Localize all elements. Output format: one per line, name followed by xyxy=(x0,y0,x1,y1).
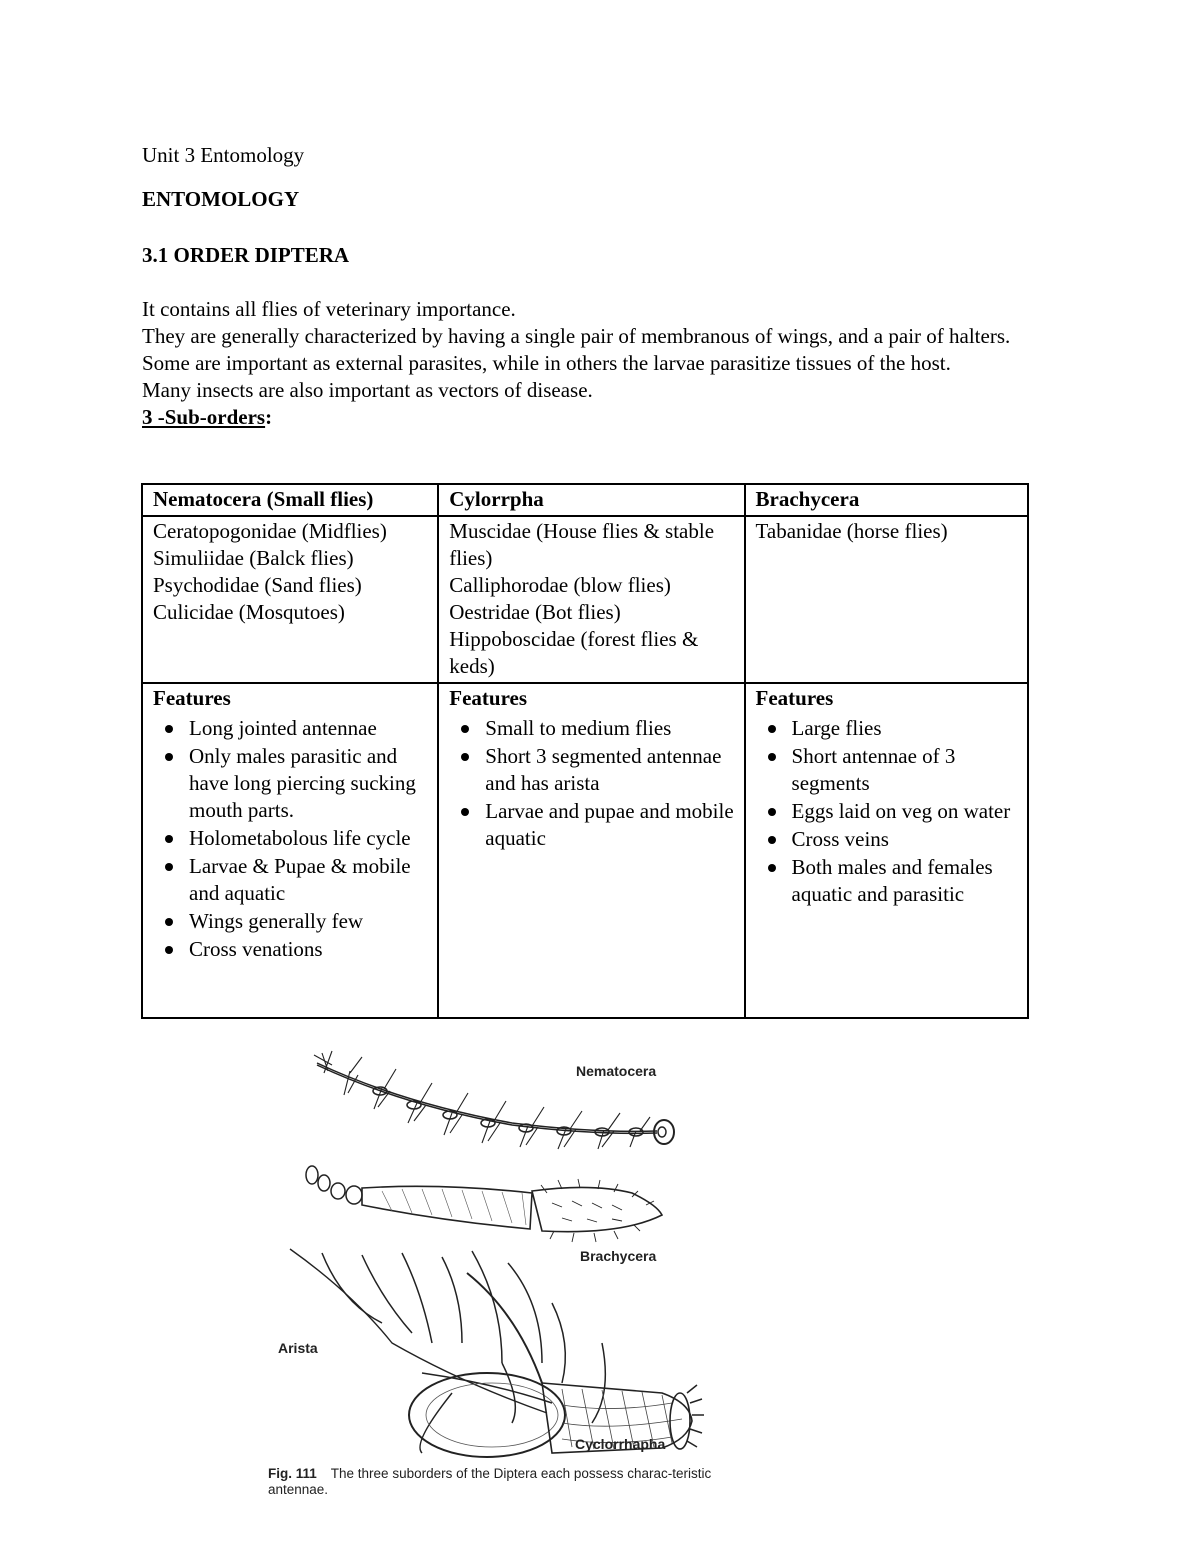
table-header-row xyxy=(142,484,1028,516)
family-item: Tabanidae (horse flies) xyxy=(755,519,948,543)
list-item: Large flies xyxy=(792,715,1019,742)
features-cell-cylorrpha xyxy=(438,683,744,1018)
families-cell-brachycera xyxy=(745,516,1028,683)
paragraph: It contains all flies of veterinary importance. xyxy=(142,297,516,321)
paragraph: Many insects are also important as vectors of disease. xyxy=(142,378,593,402)
features-list xyxy=(153,715,429,963)
features-cell-brachycera xyxy=(745,683,1028,1018)
families-row xyxy=(142,516,1028,683)
list-item: Both males and females aquatic and parasitic xyxy=(792,854,1019,908)
features-list xyxy=(449,715,735,852)
brachycera-antenna-drawing xyxy=(306,1166,662,1242)
cyclorrhapha-antenna-drawing xyxy=(290,1249,704,1457)
families-cell-cylorrpha xyxy=(438,516,744,683)
features-list xyxy=(756,715,1019,908)
label-brachycera: Brachycera xyxy=(580,1248,657,1264)
suborders-label xyxy=(142,404,1072,431)
list-item: Cross veins xyxy=(792,826,1019,853)
family-item: Oestridae (Bot flies) xyxy=(449,600,621,624)
label-cyclorrhapha: Cyclorrhapha xyxy=(575,1436,666,1452)
family-item: Hippoboscidae (forest flies & keds) xyxy=(449,627,699,678)
suborders-label-text: 3 -Sub-orders xyxy=(142,405,266,429)
label-nematocera: Nematocera xyxy=(576,1063,657,1079)
list-item: Wings generally few xyxy=(189,908,429,935)
list-item: Only males parasitic and have long piercing sucking mouth parts. xyxy=(189,743,429,824)
section-heading: 3.1 ORDER DIPTERA xyxy=(142,243,350,267)
families-cell-nematocera xyxy=(142,516,438,683)
family-item: Ceratopogonidae (Midflies) xyxy=(153,519,387,543)
features-cell-nematocera xyxy=(142,683,438,1018)
label-arista: Arista xyxy=(278,1340,318,1356)
features-title: Features xyxy=(153,686,231,710)
table-header-cell: Nematocera (Small flies) xyxy=(142,484,438,516)
figure-caption-text: The three suborders of the Diptera each possess charac-teristic antennae. xyxy=(268,1466,712,1497)
family-item: Psychodidae (Sand flies) xyxy=(153,573,362,597)
family-item: Simuliidae (Balck flies) xyxy=(153,546,354,570)
family-item: Calliphorodae (blow flies) xyxy=(449,573,671,597)
list-item: Eggs laid on veg on water xyxy=(792,798,1019,825)
list-item: Small to medium flies xyxy=(485,715,735,742)
intro-text xyxy=(142,296,1072,431)
features-row xyxy=(142,683,1028,1018)
list-item: Cross venations xyxy=(189,936,429,963)
antennae-figure xyxy=(262,1043,722,1513)
family-item: Culicidae (Mosqutoes) xyxy=(153,600,345,624)
list-item: Long jointed antennae xyxy=(189,715,429,742)
table-header-cell: Brachycera xyxy=(745,484,1028,516)
suborders-colon: : xyxy=(265,405,273,429)
list-item: Short antennae of 3 segments xyxy=(792,743,1019,797)
list-item: Holometabolous life cycle xyxy=(189,825,429,852)
list-item: Larvae and pupae and mobile aquatic xyxy=(485,799,734,850)
features-title: Features xyxy=(755,686,834,710)
unit-title: Unit 3 Entomology xyxy=(142,143,305,167)
table-header-cell: Cylorrpha xyxy=(438,484,744,516)
paragraph: Some are important as external parasites, while in others the larvae parasitize tissues of the host. xyxy=(142,351,951,375)
list-item: Short 3 segmented antennae and has arista xyxy=(485,743,735,797)
list-item: Larvae & Pupae & mobile and aquatic xyxy=(189,853,429,907)
main-heading: ENTOMOLOGY xyxy=(142,187,300,211)
figure-caption xyxy=(268,1466,728,1498)
suborders-table xyxy=(141,483,1029,1019)
features-title: Features xyxy=(449,686,528,710)
paragraph: They are generally characterized by having a single pair of membranous of wings, and a pair of halters. xyxy=(142,324,1011,348)
family-item: Muscidae (House flies & stable flies) xyxy=(449,519,715,570)
figure-number: Fig. 111 xyxy=(268,1466,317,1481)
